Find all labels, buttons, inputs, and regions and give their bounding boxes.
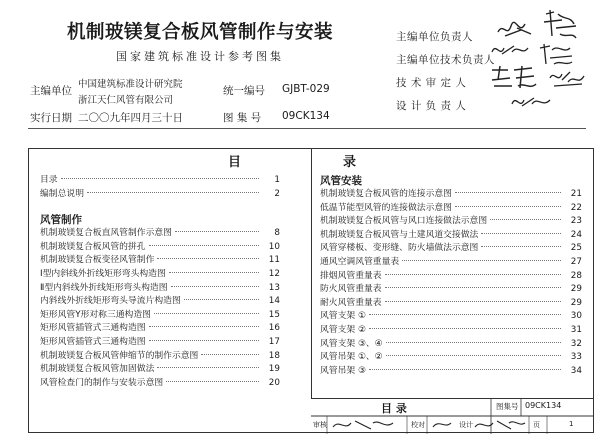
date-label: 实行日期 [30, 112, 72, 124]
toc-entry-page: 19 [268, 364, 280, 375]
toc-entry-page: 34 [570, 365, 582, 376]
toc-entry[interactable] [320, 297, 582, 311]
toc-entry[interactable] [320, 283, 582, 297]
toc-entry[interactable] [40, 336, 280, 350]
toc-entry-title: 风管穿楼板、变形缝、防火墙做法示意图 [320, 243, 479, 254]
toc-leader-dots [61, 178, 259, 179]
toc-entry-title: 风管支架 ② [320, 324, 366, 335]
toc-entry-title: 通风空调风管重量表 [320, 256, 400, 267]
toc-entry-title: 风管支架 ① [320, 311, 366, 322]
toc-heading-left: 目 [228, 155, 242, 170]
signature-1 [495, 18, 535, 40]
atlas-value: 09CK134 [282, 110, 330, 122]
toc-entry-page: 22 [570, 202, 582, 213]
toc-entry[interactable] [320, 229, 582, 243]
toc-entry-title: 机制玻镁复合板风管与土建风道交接做法 [320, 229, 479, 240]
toc-entry[interactable] [40, 268, 280, 282]
toc-entry-title: 机制玻镁复合板变径风管制作 [40, 255, 155, 266]
toc-entry[interactable] [40, 282, 280, 296]
toc-entry[interactable] [320, 351, 582, 365]
toc-entry-page: 29 [570, 297, 582, 308]
toc-entry-page: 18 [268, 350, 280, 361]
toc-entry[interactable] [40, 363, 280, 377]
toc-leader-dots [154, 313, 259, 314]
toc-entry[interactable] [40, 322, 280, 336]
toc-right-column [320, 175, 582, 378]
title-block-grid [311, 399, 594, 434]
toc-entry[interactable] [320, 256, 582, 270]
toc-entry[interactable] [40, 254, 280, 268]
title-block-atlas-label: 图集号 [496, 402, 519, 411]
toc-left-column [40, 174, 280, 390]
toc-leader-dots [149, 340, 259, 341]
toc-entry-page: 27 [570, 256, 582, 267]
toc-leader-dots [157, 258, 259, 259]
toc-entry-title: 耐火风管重量表 [320, 297, 382, 308]
toc-leader-dots [157, 367, 259, 368]
toc-entry-title: 低温节能型风管的连接做法示意图 [320, 202, 452, 213]
toc-entry-page: 33 [570, 352, 582, 363]
toc-leader-dots [201, 354, 259, 355]
toc-leader-dots [455, 192, 561, 193]
toc-entry-title: 矩形风管插管式三通构造图 [40, 323, 146, 334]
toc-entry[interactable] [40, 188, 280, 202]
toc-entry-title: 机制玻镁复合板风管伸缩节的制作示意图 [40, 350, 199, 361]
toc-entry-page: 25 [570, 243, 582, 254]
toc-entry-page: 21 [570, 189, 582, 199]
signature-3 [490, 40, 530, 60]
toc-leader-dots [369, 369, 561, 370]
toc-leader-dots [386, 355, 561, 356]
toc-column-divider [311, 148, 312, 398]
toc-entry[interactable] [320, 215, 582, 229]
editor-org-1: 中国建筑标准设计研究院 [78, 79, 183, 90]
date-value: 二〇〇九年四月三十日 [78, 112, 183, 124]
signature-4 [536, 40, 576, 68]
toc-entry-title: 防火风管重量表 [320, 284, 382, 295]
toc-entry-page: 11 [268, 255, 280, 266]
code-label: 统一编号 [223, 85, 265, 97]
toc-entry[interactable] [40, 295, 280, 309]
toc-entry-page: 12 [268, 268, 280, 279]
editor-org-2: 浙江天仁风管有限公司 [78, 95, 174, 106]
toc-leader-dots [481, 233, 561, 234]
signature-7 [510, 92, 554, 114]
toc-entry-page: 15 [268, 309, 280, 320]
toc-entry-title: 机制玻镁复合板风管加固做法 [40, 364, 155, 375]
toc-entry[interactable] [40, 377, 280, 391]
toc-leader-dots [455, 206, 561, 207]
toc-entry[interactable] [320, 270, 582, 284]
title-block [311, 398, 594, 433]
toc-entry-title: 风管吊架 ③ [320, 365, 366, 376]
toc-section-heading: 风管安装 [320, 175, 362, 187]
toc-leader-dots [87, 192, 259, 193]
toc-entry-title: 风管支架 ③、④ [320, 338, 383, 349]
toc-heading-right: 录 [343, 155, 357, 170]
toc-entry[interactable] [40, 241, 280, 255]
toc-entry-page: 2 [274, 188, 280, 199]
role-tech-head: 主编单位技术负责人 [396, 54, 495, 66]
toc-entry[interactable] [320, 338, 582, 352]
toc-entry-title: 机制玻镁复合板直风管制作示意图 [40, 228, 172, 239]
toc-entry-page: 13 [268, 282, 280, 293]
toc-entry-page: 31 [570, 324, 582, 335]
toc-entry[interactable] [40, 174, 280, 188]
toc-entry-title: 目录 [40, 175, 58, 185]
toc-leader-dots [385, 287, 561, 288]
toc-entry-title: Ⅱ型内斜线外折线矩形弯头构造图 [40, 282, 168, 293]
toc-leader-dots [175, 231, 259, 232]
toc-entry-page: 16 [268, 323, 280, 334]
toc-entry-title: 机制玻镁复合板风管的连接示意图 [320, 189, 452, 199]
toc-leader-dots [369, 314, 561, 315]
toc-entry[interactable] [320, 310, 582, 324]
toc-entry-title: 机制玻镁复合板风管与风口连接做法示意图 [320, 216, 488, 227]
signature-2 [540, 8, 580, 42]
toc-leader-dots [386, 342, 561, 343]
header-separator [28, 128, 586, 129]
toc-entry-page: 14 [268, 296, 280, 307]
toc-entry[interactable] [320, 202, 582, 216]
role-design-head: 设 计 负 责 人 [396, 100, 467, 112]
toc-leader-dots [171, 286, 260, 287]
toc-entry[interactable] [320, 242, 582, 256]
editor-label: 主编单位 [30, 85, 72, 97]
check-label: 校对 [411, 421, 425, 429]
toc-entry-page: 28 [570, 270, 582, 281]
atlas-label: 图 集 号 [223, 112, 262, 124]
toc-entry-title: 风管检查门的制作与安装示意图 [40, 377, 164, 388]
toc-leader-dots [369, 328, 561, 329]
role-editor-head: 主编单位负责人 [396, 31, 473, 43]
toc-entry[interactable] [320, 324, 582, 338]
toc-leader-dots [166, 381, 259, 382]
review-label: 审核 [313, 421, 327, 429]
toc-entry[interactable] [40, 350, 280, 364]
toc-leader-dots [184, 299, 259, 300]
document-title: 机制玻镁复合板风管制作与安装 [66, 22, 333, 43]
toc-entry-page: 8 [274, 228, 280, 239]
toc-entry-title: 矩形风管Y形对称三通构造图 [40, 309, 151, 320]
toc-entry-title: 矩形风管插管式三通构造图 [40, 336, 146, 347]
title-block-atlas-value: 09CK134 [525, 401, 562, 410]
toc-entry-title: 机制玻镁复合板风管的拼孔 [40, 241, 146, 252]
document-subtitle: 国家建筑标准设计参考图集 [116, 50, 284, 63]
code-value: GJBT-029 [282, 83, 330, 95]
toc-entry-page: 24 [570, 229, 582, 240]
toc-entry-title: 编制总说明 [40, 188, 84, 199]
design-label: 设计 [459, 421, 473, 429]
toc-entry[interactable] [320, 365, 582, 379]
toc-leader-dots [169, 272, 259, 273]
signature-6 [548, 68, 588, 90]
toc-leader-dots [149, 245, 259, 246]
signature-5 [488, 64, 540, 92]
toc-entry-page: 17 [268, 336, 280, 347]
toc-entry[interactable] [40, 309, 280, 323]
role-reviewer: 技 术 审 定 人 [396, 77, 467, 89]
toc-leader-dots [402, 260, 561, 261]
toc-section-heading: 风管制作 [40, 214, 82, 227]
toc-entry-page: 30 [570, 311, 582, 322]
toc-leader-dots [149, 326, 259, 327]
toc-entry[interactable] [320, 188, 582, 202]
toc-leader-dots [385, 301, 561, 302]
title-block-name: 目 录 [381, 402, 407, 415]
toc-entry-page: 20 [268, 377, 280, 388]
toc-entry-page: 23 [570, 216, 582, 227]
toc-entry-page: 10 [268, 241, 280, 252]
page-value: 1 [569, 420, 574, 428]
toc-entry-page: 1 [274, 175, 280, 185]
toc-entry-page: 29 [570, 284, 582, 295]
toc-entry[interactable] [40, 227, 280, 241]
toc-entry-title: 排烟风管重量表 [320, 270, 382, 281]
toc-leader-dots [490, 219, 561, 220]
toc-entry-title: 内斜线外折线矩形弯头导流片构造图 [40, 296, 181, 307]
toc-leader-dots [385, 274, 561, 275]
toc-entry-title: I型内斜线外折线矩形弯头构造图 [40, 268, 166, 279]
toc-leader-dots [481, 246, 561, 247]
page-label: 页 [533, 421, 540, 429]
toc-entry-title: 风管吊架 ①、② [320, 352, 383, 363]
toc-entry-page: 32 [570, 338, 582, 349]
